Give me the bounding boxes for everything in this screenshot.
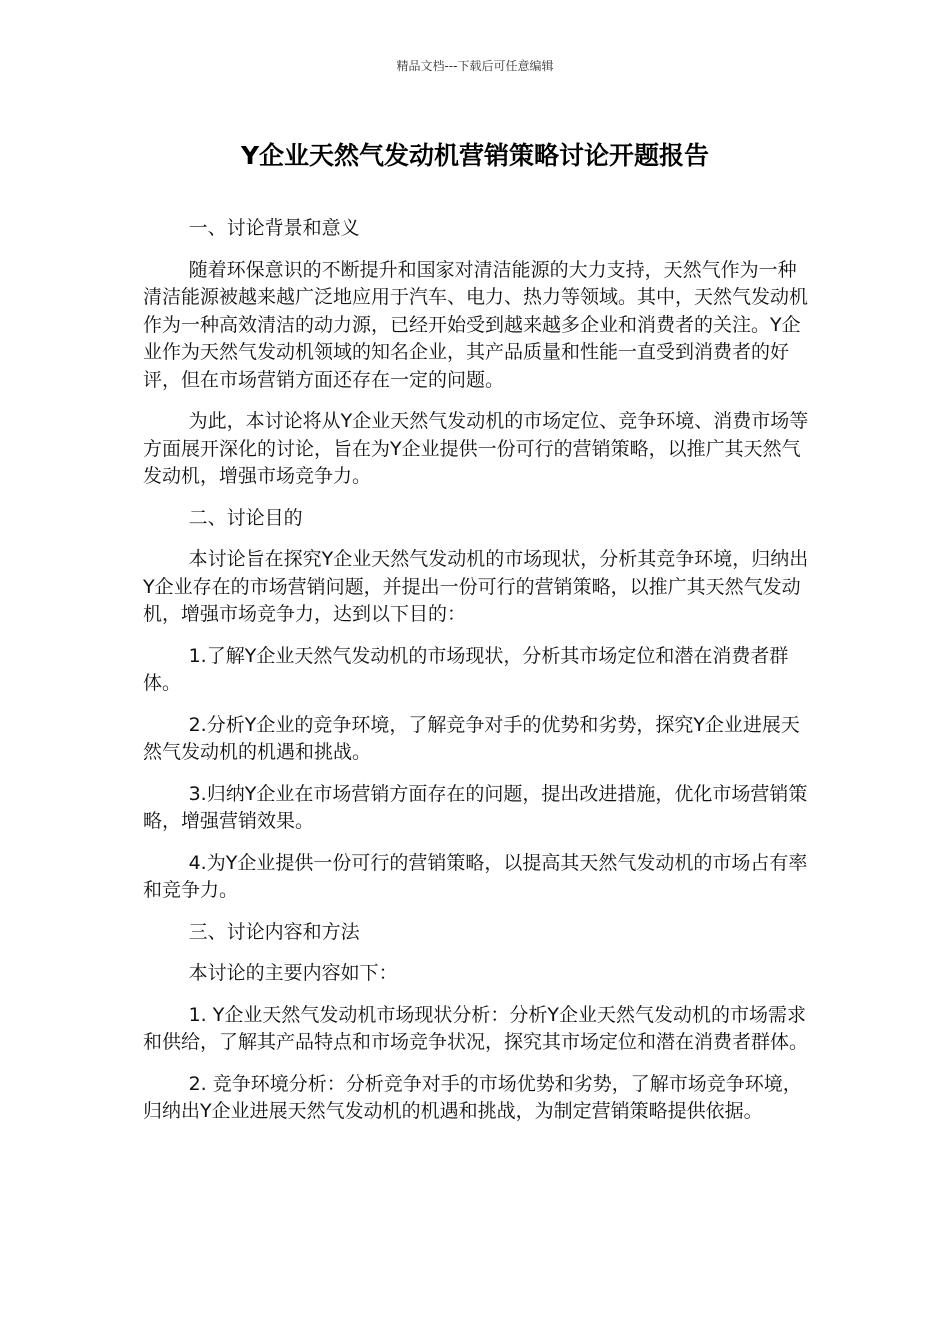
paragraph: 随着环保意识的不断提升和国家对清洁能源的大力支持，天然气作为一种清洁能源被越来越广泛地应用于汽车、电力、热力等领域。其中，天然气发动机作为一种高效清洁的动力源，已经开始受到越来越多企业和消费者的关注。Y企业作为天然气发动机领域的知名企业，其产品质量和性能一直受到消费者的好评，但在市场营销方面还存在一定的问题。 [143, 258, 809, 391]
document-title: Y企业天然气发动机营销策略讨论开题报告 [240, 141, 710, 170]
section-heading-content-methods: 三、讨论内容和方法 [188, 920, 360, 943]
list-item: 1.了解Y企业天然气发动机的市场现状，分析其市场定位和潜在消费者群体。 [143, 644, 789, 694]
document-body [143, 215, 811, 1140]
list-item: 1. Y企业天然气发动机市场现状分析：分析Y企业天然气发动机的市场需求和供给，了解其产品特点和市场竞争状况，探究其市场定位和潜在消费者群体。 [143, 1003, 809, 1053]
list-item: 2.分析Y企业的竞争环境，了解竞争对手的优势和劣势，探究Y企业进展天然气发动机的机遇和挑战。 [143, 713, 800, 763]
paragraph: 本讨论的主要内容如下： [188, 962, 398, 984]
list-item: 3.归纳Y企业在市场营销方面存在的问题，提出改进措施，优化市场营销策略，增强营销效果。 [143, 782, 808, 832]
list-item: 4.为Y企业提供一份可行的营销策略，以提高其天然气发动机的市场占有率和竞争力。 [143, 851, 808, 901]
list-item: 2. 竞争环境分析：分析竞争对手的市场优势和劣势，了解市场竞争环境，归纳出Y企业进展天然气发动机的机遇和挑战，为制定营销策略提供依据。 [143, 1072, 802, 1122]
paragraph: 本讨论旨在探究Y企业天然气发动机的市场现状，分析其竞争环境，归纳出Y企业存在的市场营销问题，并提出一份可行的营销策略，以推广其天然气发动机，增强市场竞争力，达到以下目的： [143, 548, 809, 625]
section-heading-background: 一、讨论背景和意义 [188, 217, 360, 239]
section-heading-purpose: 二、讨论目的 [188, 506, 303, 529]
header-note: 精品文档---下载后可任意编辑 [396, 59, 554, 73]
paragraph: 为此，本讨论将从Y企业天然气发动机的市场定位、竞争环境、消费市场等方面展开深化的讨论，旨在为Y企业提供一份可行的营销策略，以推广其天然气发动机，增强市场竞争力。 [143, 410, 809, 487]
